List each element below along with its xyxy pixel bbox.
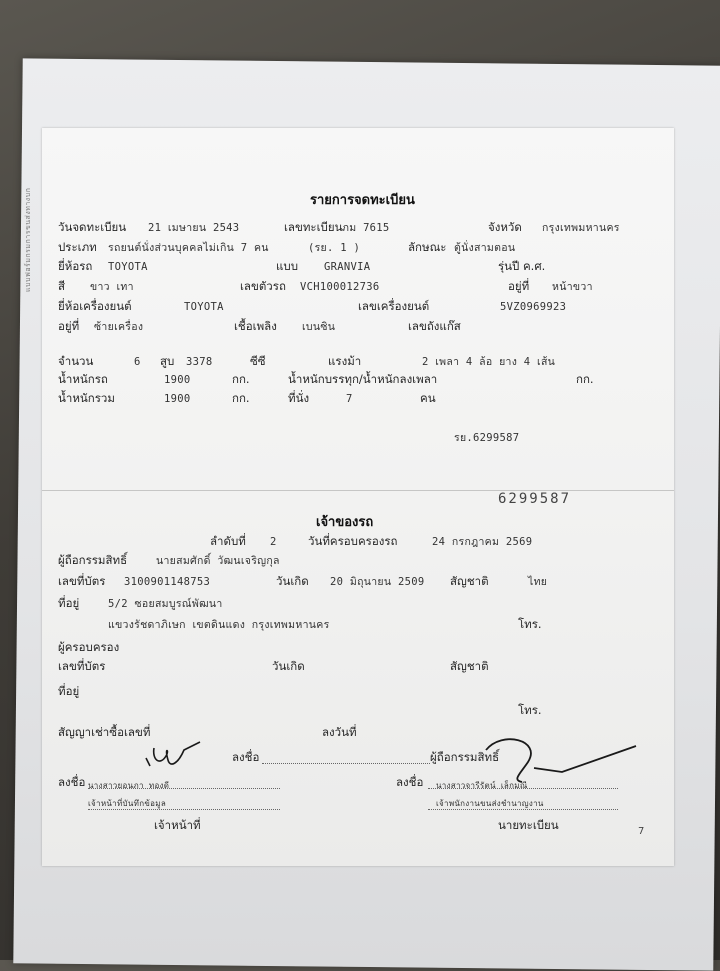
registrar-label: นายทะเบียน bbox=[498, 818, 559, 832]
birth-date-value: 20 มิถุนายน 2509 bbox=[330, 576, 425, 588]
sign-line-middle bbox=[262, 763, 430, 764]
fuel-value: เบนซิน bbox=[302, 321, 336, 333]
chassis-value: VCH100012736 bbox=[300, 281, 380, 293]
engine-brand-value: TOYOTA bbox=[184, 301, 224, 313]
page-number-bottom: 7 bbox=[638, 826, 645, 837]
possessor-birth-label: วันเกิด bbox=[272, 659, 305, 673]
engine-location-value: ซ้ายเครื่อง bbox=[94, 321, 144, 333]
total-weight-unit: กก. bbox=[232, 391, 250, 405]
sign-right-position: เจ้าพนักงานขนส่งชำนาญงาน bbox=[436, 799, 544, 808]
engine-location-label: อยู่ที่ bbox=[58, 319, 80, 333]
birth-date-label: วันเกิด bbox=[276, 574, 309, 588]
cylinder-label: สูบ bbox=[160, 354, 175, 368]
horsepower-label: แรงม้า bbox=[328, 354, 362, 368]
position-line-right bbox=[428, 809, 618, 810]
sign-label-middle: ลงชื่อ bbox=[232, 750, 260, 764]
officer-label: เจ้าหน้าที่ bbox=[154, 818, 201, 832]
owner-signature bbox=[140, 736, 210, 776]
chassis-location-value: หน้าขวา bbox=[552, 281, 593, 293]
reg-date-value: 21 เมษายน 2543 bbox=[148, 222, 240, 234]
engine-no-value: 5VZ0969923 bbox=[500, 301, 567, 313]
owner-title: เจ้าของรถ bbox=[316, 515, 374, 530]
fold-line bbox=[42, 490, 674, 491]
chassis-label: เลขตัวรถ bbox=[240, 279, 286, 293]
reg-no-value: ภม 7615 bbox=[342, 222, 390, 234]
registration-title: รายการจดทะเบียน bbox=[310, 193, 415, 208]
reg-no-label: เลขทะเบียน bbox=[284, 220, 343, 234]
seats-label: ที่นั่ง bbox=[288, 391, 310, 405]
form-serial-number: 6299587 bbox=[498, 491, 572, 507]
color-value: ขาว เทา bbox=[90, 281, 134, 293]
book-number: รย.6299587 bbox=[454, 432, 520, 444]
year-label: รุ่นปี ค.ศ. bbox=[498, 259, 546, 273]
province-label: จังหวัด bbox=[488, 220, 522, 234]
possession-date-value: 24 กรกฎาคม 2569 bbox=[432, 536, 533, 548]
address-label: ที่อยู่ bbox=[58, 596, 80, 610]
style-value: ตู้นั่งสามตอน bbox=[454, 242, 516, 254]
fuel-label: เชื้อเพลิง bbox=[234, 319, 277, 333]
brand-value: TOYOTA bbox=[108, 261, 148, 273]
type-label: ประเภท bbox=[58, 240, 97, 254]
tel-label: โทร. bbox=[518, 617, 542, 631]
sign-left-name: นางสาวยอนภา ทองดี bbox=[88, 781, 170, 790]
sign-left-position: เจ้าหน้าที่บันทึกข้อมูล bbox=[88, 799, 167, 808]
load-weight-unit: กก. bbox=[576, 372, 594, 386]
nationality-value: ไทย bbox=[528, 576, 548, 588]
id-card-label: เลขที่บัตร bbox=[58, 574, 106, 588]
sequence-label: ลำดับที่ bbox=[210, 534, 246, 548]
seats-value: 7 bbox=[346, 393, 353, 405]
count-label: จำนวน bbox=[58, 354, 94, 368]
side-form-text: แบบฟอร์มกรมการขนส่งทางบก bbox=[24, 187, 32, 292]
owner-name: นายสมศักดิ์ วัฒนเจริญกุล bbox=[156, 555, 280, 567]
weight-label: น้ำหนักรถ bbox=[58, 372, 108, 386]
color-label: สี bbox=[58, 279, 66, 293]
owner-label: ผู้ถือกรรมสิทธิ์ bbox=[58, 553, 128, 567]
possessor-label: ผู้ครอบครอง bbox=[58, 640, 120, 654]
type-code-value: (รย. 1 ) bbox=[308, 242, 361, 254]
address-line-2: แขวงรัชดาภิเษก เขตดินแดง กรุงเทพมหานคร bbox=[108, 619, 330, 631]
sign-right-label: ลงชื่อ bbox=[396, 775, 424, 789]
engine-brand-label: ยี่ห้อเครื่องยนต์ bbox=[58, 299, 132, 313]
count-value: 6 bbox=[134, 356, 141, 368]
brand-label: ยี่ห้อรถ bbox=[58, 259, 93, 273]
chassis-location-label: อยู่ที่ bbox=[508, 279, 530, 293]
position-line-left bbox=[88, 809, 280, 810]
id-card-value: 3100901148753 bbox=[124, 576, 211, 588]
possession-date-label: วันที่ครอบครองรถ bbox=[308, 534, 398, 548]
model-label: แบบ bbox=[276, 259, 299, 273]
possessor-nationality-label: สัญชาติ bbox=[450, 659, 489, 673]
cc-label: ซีซี bbox=[250, 354, 266, 368]
lease-date-label: ลงวันที่ bbox=[322, 725, 357, 739]
total-weight-value: 1900 bbox=[164, 393, 191, 405]
type-value: รถยนต์นั่งส่วนบุคคลไม่เกิน 7 คน bbox=[108, 242, 269, 254]
reg-date-label: วันจดทะเบียน bbox=[58, 220, 127, 234]
lease-contract-label: สัญญาเช่าซื้อเลขที่ bbox=[58, 725, 151, 739]
load-weight-label: น้ำหนักบรรทุก/น้ำหนักลงเพลา bbox=[288, 372, 438, 386]
owner-holder-label: ผู้ถือกรรมสิทธิ์ bbox=[430, 750, 500, 764]
engine-no-label: เลขเครื่องยนต์ bbox=[358, 299, 430, 313]
address-line-1: 5/2 ซอยสมบูรณ์พัฒนา bbox=[108, 598, 223, 610]
sequence-value: 2 bbox=[270, 536, 277, 548]
possessor-tel-label: โทร. bbox=[518, 703, 542, 717]
possessor-id-label: เลขที่บัตร bbox=[58, 659, 106, 673]
sign-right-name: นางสาวจารีรัตน์ เล็กมณี bbox=[436, 781, 528, 790]
weight-unit: กก. bbox=[232, 372, 250, 386]
nationality-label: สัญชาติ bbox=[450, 574, 489, 588]
style-label: ลักษณะ bbox=[408, 240, 447, 254]
sign-left-label: ลงชื่อ bbox=[58, 775, 86, 789]
registration-document bbox=[42, 128, 674, 866]
gas-tank-label: เลขถังแก๊ส bbox=[408, 319, 461, 333]
seats-unit: คน bbox=[420, 391, 436, 405]
province-value: กรุงเทพมหานคร bbox=[542, 222, 620, 234]
weight-value: 1900 bbox=[164, 374, 191, 386]
cc-value: 3378 bbox=[186, 356, 213, 368]
model-value: GRANVIA bbox=[324, 261, 371, 273]
axle-value: 2 เพลา 4 ล้อ ยาง 4 เส้น bbox=[422, 356, 556, 368]
possessor-address-label: ที่อยู่ bbox=[58, 684, 80, 698]
total-weight-label: น้ำหนักรวม bbox=[58, 391, 115, 405]
